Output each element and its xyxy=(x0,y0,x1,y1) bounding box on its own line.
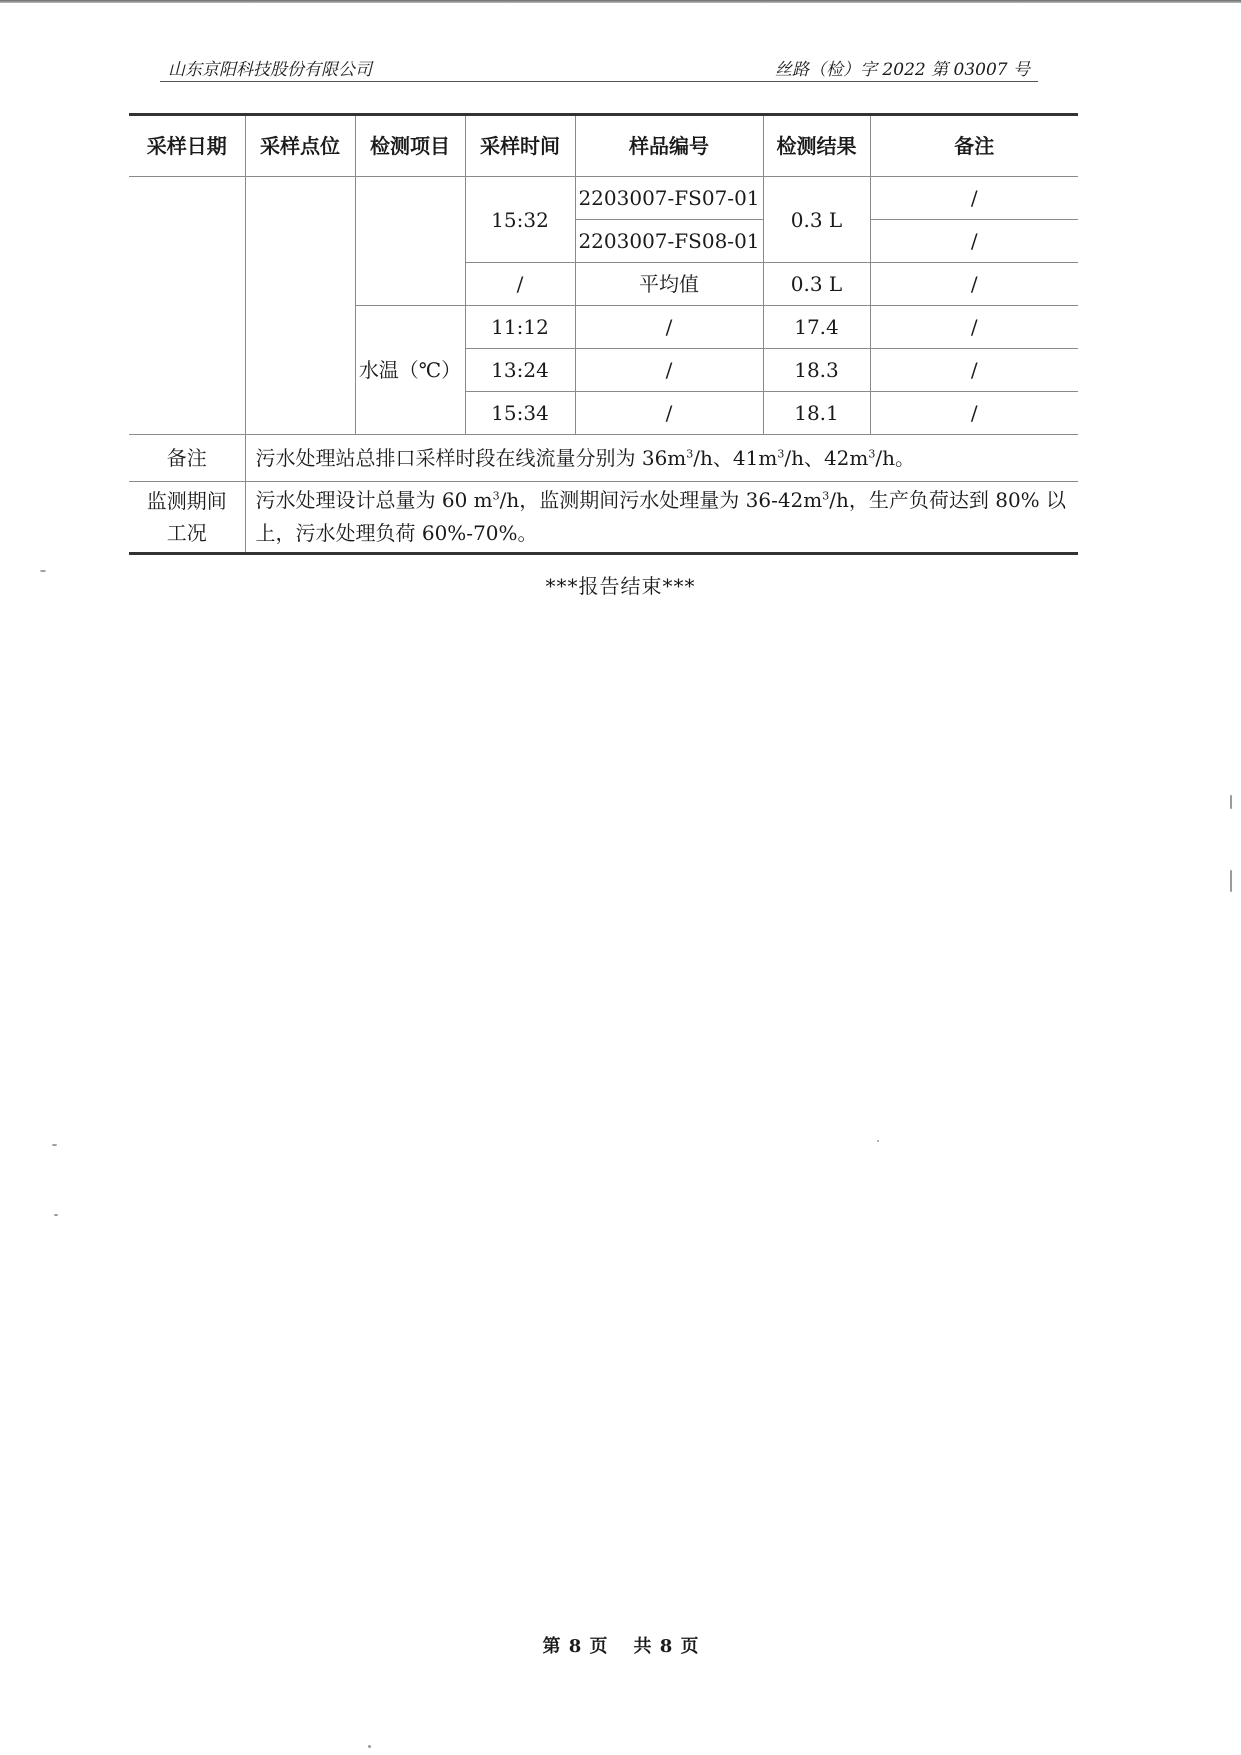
col-header-location: 采样点位 xyxy=(245,115,355,177)
time-cell: 13:24 xyxy=(465,349,575,392)
col-header-result: 检测结果 xyxy=(763,115,870,177)
result-cell: 0.3 L xyxy=(763,263,870,306)
table-header-row xyxy=(129,115,1078,177)
conditions-text-part: /h，生产负荷达到 80% 以上，污水处理负荷 60%-70%。 xyxy=(255,488,1067,545)
document-number: 丝路（检）字 2022 第 03007 号 xyxy=(775,60,1030,80)
conditions-text-part: 污水处理设计总量为 60 m xyxy=(255,488,493,512)
conditions-text xyxy=(245,482,1078,554)
remark-cell: / xyxy=(870,349,1078,392)
page-number: 第 8 页 xyxy=(542,1636,608,1657)
note-text-part: 污水处理站总排口采样时段在线流量分别为 36m xyxy=(255,446,687,470)
note-label: 备注 xyxy=(129,435,245,482)
result-cell: 0.3 L xyxy=(763,177,870,263)
note-row xyxy=(129,435,1078,482)
scan-speck xyxy=(1230,870,1232,892)
time-cell: 15:34 xyxy=(465,392,575,435)
col-header-sample-id: 样品编号 xyxy=(575,115,763,177)
note-text-part: /h、41m xyxy=(693,446,778,470)
page-footer xyxy=(0,1632,1241,1658)
col-header-item: 检测项目 xyxy=(355,115,465,177)
item-cell-prev xyxy=(355,177,465,306)
sample-id-cell: / xyxy=(575,349,763,392)
location-cell xyxy=(245,177,355,435)
remark-cell: / xyxy=(870,177,1078,220)
conditions-text-part: /h，监测期间污水处理量为 36-42m xyxy=(499,488,823,512)
superscript: 3 xyxy=(822,489,830,503)
conditions-label xyxy=(129,482,245,554)
superscript: 3 xyxy=(868,447,876,461)
time-cell: / xyxy=(465,263,575,306)
scan-speck xyxy=(40,570,46,572)
conditions-label-line: 监测期间 xyxy=(146,489,227,513)
note-text-part: /h、42m xyxy=(784,446,869,470)
col-header-remark: 备注 xyxy=(870,115,1078,177)
scan-speck xyxy=(54,1214,58,1216)
note-text-part: /h。 xyxy=(875,446,915,470)
item-cell-water-temp: 水温（℃） xyxy=(355,306,465,435)
note-text xyxy=(245,435,1078,482)
sample-id-cell: 平均值 xyxy=(575,263,763,306)
result-cell: 18.3 xyxy=(763,349,870,392)
superscript: 3 xyxy=(777,447,785,461)
col-header-date: 采样日期 xyxy=(129,115,245,177)
result-cell: 18.1 xyxy=(763,392,870,435)
report-end-marker: ***报告结束*** xyxy=(545,574,696,598)
superscript: 3 xyxy=(686,447,694,461)
conditions-label-line: 工况 xyxy=(166,521,207,545)
page-header xyxy=(160,55,1038,81)
scan-speck xyxy=(877,1140,879,1142)
scan-edge xyxy=(0,0,1241,3)
remark-cell: / xyxy=(870,392,1078,435)
scan-speck xyxy=(1230,795,1232,809)
table-row xyxy=(129,177,1078,220)
remark-cell: / xyxy=(870,263,1078,306)
time-cell: 11:12 xyxy=(465,306,575,349)
date-cell xyxy=(129,177,245,435)
col-header-time: 采样时间 xyxy=(465,115,575,177)
sample-id-cell: / xyxy=(575,306,763,349)
scan-speck xyxy=(52,1144,57,1146)
sample-id-cell: 2203007-FS07-01 xyxy=(575,177,763,220)
conditions-row xyxy=(129,482,1078,554)
remark-cell: / xyxy=(870,220,1078,263)
header-rule xyxy=(160,81,1038,82)
results-table xyxy=(129,113,1078,555)
time-cell: 15:32 xyxy=(465,177,575,263)
remark-cell: / xyxy=(870,306,1078,349)
scan-speck xyxy=(368,1745,371,1748)
company-name: 山东京阳科技股份有限公司 xyxy=(168,60,372,80)
superscript: 3 xyxy=(492,489,500,503)
sample-id-cell: / xyxy=(575,392,763,435)
page-total: 共 8 页 xyxy=(633,1636,699,1657)
sample-id-cell: 2203007-FS08-01 xyxy=(575,220,763,263)
result-cell: 17.4 xyxy=(763,306,870,349)
